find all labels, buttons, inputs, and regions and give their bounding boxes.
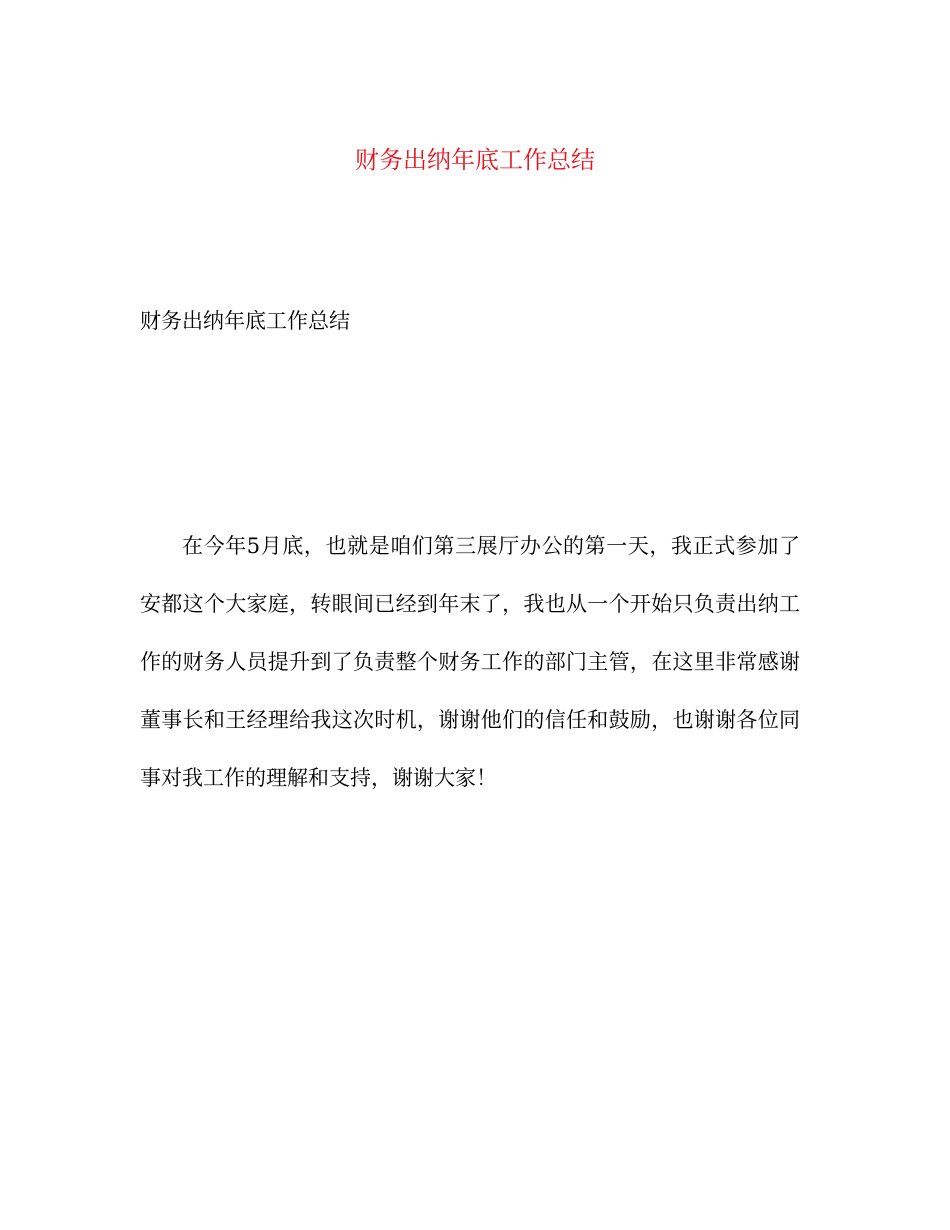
document-title: 财务出纳年底工作总结 xyxy=(355,146,595,174)
body-paragraph: 在今年5月底，也就是咱们第三展厅办公的第一天，我正式参加了安都这个大家庭，转眼间已经到年末了，我也从一个开始只负责出纳工作的财务人员提升到了负责整个财务工作的部门主管，在这里非常感谢董事长和王经理给我这次时机，谢谢他们的信任和鼓励，也谢谢各位同事对我工作的理解和支持，谢谢大家！ xyxy=(140,534,800,790)
document-subtitle: 财务出纳年底工作总结 xyxy=(140,309,350,333)
